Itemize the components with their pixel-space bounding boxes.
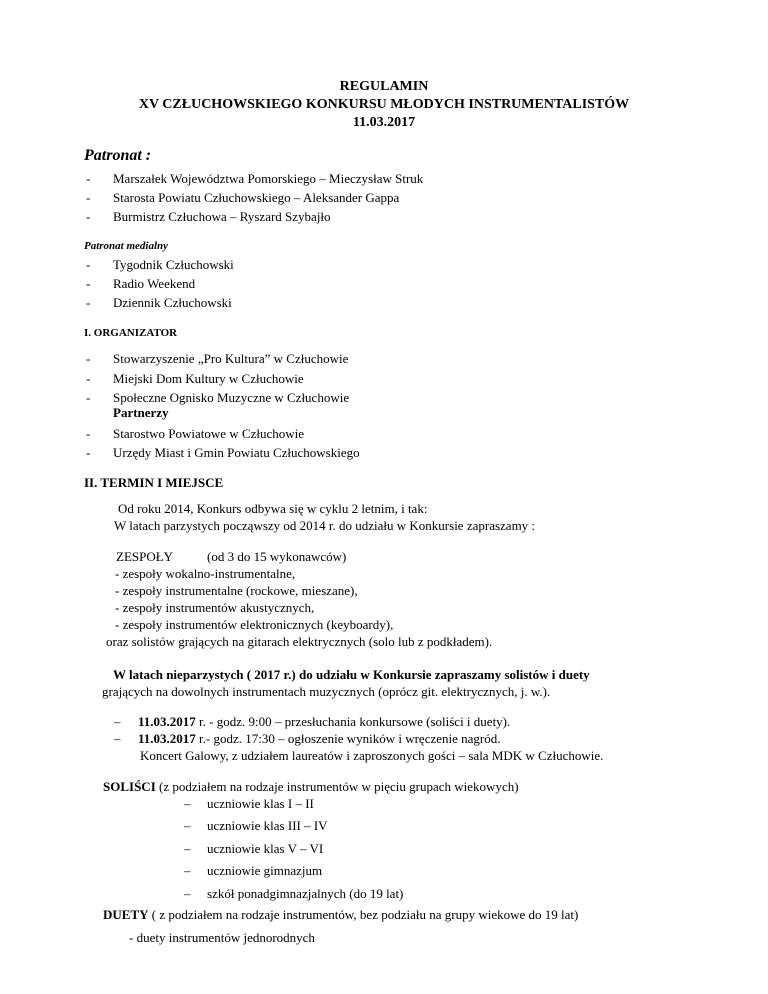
zespoly-item: - zespoły wokalno-instrumentalne, [115,566,296,581]
termin-intro: W latach parzystych począwszy od 2014 r. do udziału w Konkursie zapraszamy : [114,518,536,533]
patronat-heading: Patronat : [84,147,152,164]
odd-years-statement: W latach nieparzystych ( 2017 r.) do udziału w Konkursie zapraszamy solistów i duety [113,667,590,682]
partner-item: Urzędy Miast i Gmin Powiatu Człuchowskiego [113,445,360,460]
patronat-item: Marszałek Województwa Pomorskiego – Mieczysław Struk [113,171,424,186]
termin-intro: Od roku 2014, Konkurs odbywa się w cyklu 2 letnim, i tak: [118,501,428,516]
media-item: Radio Weekend [113,276,196,291]
solisci-section: SOLIŚCI (z podziałem na rodzaje instrumentów w pięciu grupach wiekowych) [103,779,519,794]
list-dash: - [86,426,91,441]
organizator-heading: I. ORGANIZATOR [84,327,178,339]
zespoly-label: ZESPOŁY [116,549,174,564]
organizator-item: Społeczne Ognisko Muzyczne w Człuchowie [113,390,350,405]
list-dash: - [86,295,91,310]
zespoly-item: - zespoły instrumentów akustycznych, [115,600,315,615]
zespoly-item: - zespoły instrumentalne (rockowe, mieszane), [115,583,358,598]
list-dash: - [86,276,91,291]
age-group: uczniowie klas V – VI [207,841,324,856]
doc-subtitle: XV CZŁUCHOWSKIEGO KONKURSU MŁODYCH INSTRUMENTALISTÓW [138,97,630,112]
patronat-item: Starosta Powiatu Człuchowskiego – Aleksander Gappa [113,190,400,205]
age-group: uczniowie klas III – IV [207,818,328,833]
list-dash: – [184,863,191,878]
organizator-item: Stowarzyszenie „Pro Kultura” w Człuchowie [113,351,349,366]
list-dash: - [86,445,91,460]
patronat-item: Burmistrz Człuchowa – Ryszard Szybajło [113,209,331,224]
termin-heading: II. TERMIN I MIEJSCE [84,475,224,490]
duety-item: - duety instrumentów jednorodnych [129,930,315,945]
solisci-gitary-line: oraz solistów grających na gitarach elektrycznych (solo lub z podkładem). [106,634,493,649]
list-dash: – [114,731,121,746]
patronat-medialny-heading: Patronat medialny [84,240,169,252]
media-item: Tygodnik Człuchowski [113,257,234,272]
list-dash: - [86,371,91,386]
zespoly-note: (od 3 do 15 wykonawców) [207,549,347,564]
list-dash: - [86,190,91,205]
partner-item: Starostwo Powiatowe w Człuchowie [113,426,305,441]
list-dash: - [86,257,91,272]
media-item: Dziennik Człuchowski [113,295,232,310]
list-dash: - [86,209,91,224]
age-group: uczniowie gimnazjum [207,863,323,878]
doc-title: REGULAMIN [339,79,429,94]
list-dash: - [86,171,91,186]
schedule-item: 11.03.2017 r.- godz. 17:30 – ogłoszenie wyników i wręczenie nagród. [138,731,501,746]
organizator-item: Miejski Dom Kultury w Człuchowie [113,371,304,386]
list-dash: – [184,796,191,811]
zespoly-item: - zespoły instrumentów elektronicznych (keyboardy), [115,617,394,632]
odd-years-details: grających na dowolnych instrumentach muzycznych (oprócz git. elektrycznych, j. w.). [102,684,551,699]
partners-label: Partnerzy [113,405,169,420]
age-group: szkół ponadgimnazjalnych (do 19 lat) [207,886,404,901]
age-group: uczniowie klas I – II [207,796,314,811]
list-dash: – [184,818,191,833]
gala-concert: Koncert Galowy, z udziałem laureatów i zaproszonych gości – sala MDK w Człuchowie. [140,748,604,763]
list-dash: – [184,886,191,901]
schedule-item: 11.03.2017 r. - godz. 9:00 – przesłuchania konkursowe (soliści i duety). [138,714,511,729]
list-dash: – [114,714,121,729]
list-dash: - [86,351,91,366]
doc-date: 11.03.2017 [352,115,416,130]
list-dash: - [86,390,91,405]
duety-section: DUETY ( z podziałem na rodzaje instrumentów, bez podziału na grupy wiekowe do 19 lat) [103,907,579,922]
list-dash: – [184,841,191,856]
